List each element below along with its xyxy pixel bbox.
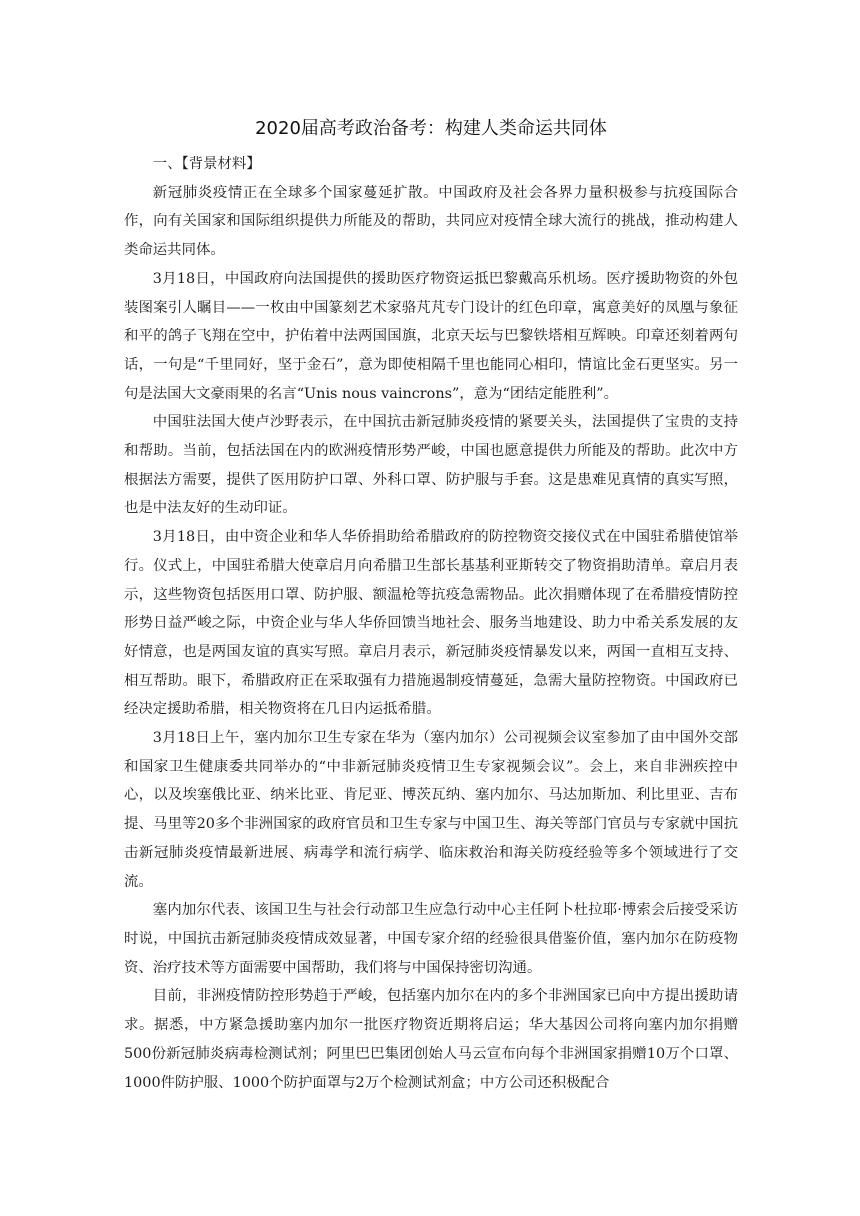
paragraph-ambassador-france: 中国驻法国大使卢沙野表示，在中国抗击新冠肺炎疫情的紧要关头，法国提供了宝贵的支持和帮助。当前，包括法国在内的欧洲疫情形势严峻，中国也愿意提供力所能及的帮助。此次中方根据法方需要，提供了医用防护口罩、外科口罩、防护服与手套。这是患难见真情的真实写照，也是中法友好的生动印证。 <box>124 414 738 517</box>
document-title: 2020届高考政治备考：构建人类命运共同体 <box>255 118 607 139</box>
paragraph-greece-aid: 3月18日，由中资企业和华人华侨捐助给希腊政府的防控物资交接仪式在中国驻希腊使馆举行。仪式上，中国驻希腊大使章启月向希腊卫生部长基基利亚斯转交了物资捐助清单。章启月表示，这些物资包括医用口罩、防护服、额温枪等抗疫急需物品。此次捐赠体现了在希腊疫情防控形势日益严峻之际，中资企业与华人华侨回馈当地社会、服务当地建设、助力中希关系发展的友好情意，也是两国友谊的真实写照。章启月表示，新冠肺炎疫情暴发以来，两国一直相互支持、相互帮助。眼下，希腊政府正在采取强有力措施遏制疫情蔓延，急需大量防控物资。中国政府已经决定援助希腊，相关物资将在几日内运抵希腊。 <box>124 529 738 718</box>
document-body <box>124 114 738 1097</box>
paragraph-africa-video-conference: 3月18日上午，塞内加尔卫生专家在华为（塞内加尔）公司视频会议室参加了由中国外交部和国家卫生健康委共同举办的“中非新冠肺炎疫情卫生专家视频会议”。会上，来自非洲疾控中心，以及埃塞俄比亚、纳米比亚、肯尼亚、博茨瓦纳、塞内加尔、马达加斯加、利比里亚、吉布提、马里等20多个非洲国家的政府官员和卫生专家与中国卫生、海关等部门官员与专家就中国抗击新冠肺炎疫情最新进展、病毒学和流行病学、临床救治和海关防疫经验等多个领域进行了交流。 <box>124 730 738 890</box>
paragraph-france-aid: 3月18日，中国政府向法国提供的援助医疗物资运抵巴黎戴高乐机场。医疗援助物资的外包装图案引人瞩目——一枚由中国篆刻艺术家骆芃芃专门设计的红色印章，寓意美好的凤凰与象征和平的鸽子飞翔在空中，护佑着中法两国国旗，北京天坛与巴黎铁塔相互辉映。印章还刻着两句话，一句是“千里同好，坚于金石”，意为即使相隔千里也能同心相印，情谊比金石更坚实。另一句是法国大文豪雨果的名言“Unis nous vaincrons”，意为“团结定能胜利”。 <box>124 270 738 402</box>
paragraph-intro: 新冠肺炎疫情正在全球多个国家蔓延扩散。中国政府及社会各界力量积极参与抗疫国际合作，向有关国家和国际组织提供力所能及的帮助，共同应对疫情全球大流行的挑战，推动构建人类命运共同体。 <box>124 184 738 259</box>
paragraph-senegal-representative: 塞内加尔代表、该国卫生与社会行动部卫生应急行动中心主任阿卜杜拉耶·博索会后接受采访时说，中国抗击新冠肺炎疫情成效显著，中国专家介绍的经验很具借鉴价值，塞内加尔在防疫物资、治疗技术等方面需要中国帮助，我们将与中国保持密切沟通。 <box>124 902 738 976</box>
section-heading: 一、【背景材料】 <box>152 156 261 172</box>
paragraph-africa-situation: 目前，非洲疫情防控形势趋于严峻，包括塞内加尔在内的多个非洲国家已向中方提出援助请求。据悉，中方紧急援助塞内加尔一批医疗物资近期将启运；华大基因公司将向塞内加尔捐赠500份新冠肺炎病毒检测试剂；阿里巴巴集团创始人马云宣布向每个非洲国家捐赠10万个口罩、1000件防护服、1000个防护面罩与2万个检测试剂盒；中方公司还积极配合 <box>124 988 738 1091</box>
